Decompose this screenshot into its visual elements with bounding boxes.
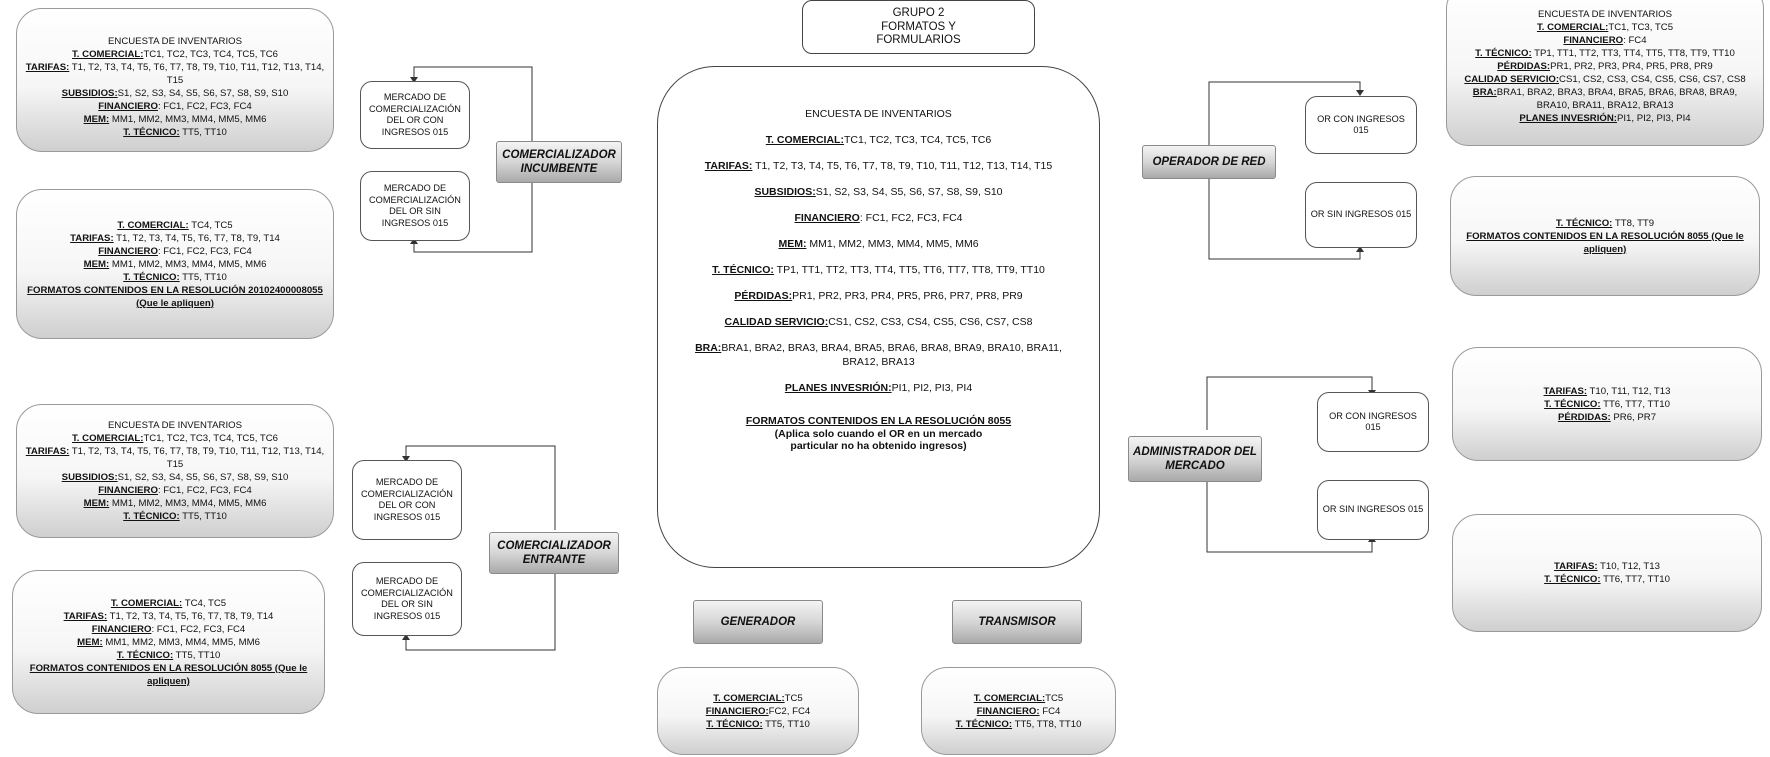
box-line-label: T. COMERCIAL: [117, 219, 189, 231]
box-line [930, 718, 1107, 731]
box-line [1455, 34, 1755, 47]
central-row-value: S1, S2, S3, S4, S5, S6, S7, S8, S9, S10 [815, 186, 1003, 198]
box-entrante-con-ingresos [16, 404, 334, 538]
box-line-value: TT5, TT10 [179, 127, 227, 138]
box-line-label: (Que le apliquen) [136, 297, 214, 309]
box-line-value: TT6, TT7, TT10 [1600, 398, 1670, 410]
central-row-value: : FC1, FC2, FC3, FC4 [859, 212, 963, 224]
box-line-value: T1, T2, T3, T4, T5, T6, T7, T8, T9, T14 [113, 232, 280, 244]
box-line [25, 113, 325, 126]
central-row [680, 381, 1077, 395]
box-line-value: MM1, MM2, MM3, MM4, MM5, MM6 [109, 114, 267, 125]
box-line-label: FORMATOS CONTENIDOS EN LA RESOLUCIÓN 20102400008055 [27, 284, 323, 296]
box-line-value: ENCUESTA DE INVENTARIOS [1538, 8, 1672, 20]
box-line [21, 649, 316, 662]
central-row-label: MEM: [778, 238, 807, 250]
agent-operador-de-red: OPERADOR DE RED [1142, 145, 1276, 179]
box-line-label: MEM: [77, 636, 103, 648]
box-line-label: TARIFAS: [25, 62, 70, 73]
box-line-label: BRA: [1472, 86, 1497, 98]
central-row [680, 159, 1077, 173]
box-line [21, 610, 316, 623]
box-line-value: MM1, MM2, MM3, MM4, MM5, MM6 [102, 636, 260, 648]
box-line-value: : FC1, FC2, FC3, FC4 [151, 623, 246, 635]
box-line-value: : FC1, FC2, FC3, FC4 [157, 245, 252, 257]
box-line-value: TT5, TT10 [179, 271, 227, 283]
central-row [680, 211, 1077, 225]
box-administrador-con-ingresos [1452, 347, 1762, 461]
box-line-value: TT5, TT8, TT10 [1012, 718, 1082, 730]
market-incumbente-sin-ingresos: MERCADO DE COMERCIALIZACIÓN DEL OR SIN INGRESOS 015 [360, 171, 470, 241]
box-line [1455, 73, 1755, 86]
box-line-label: T. TÉCNICO: [1475, 47, 1532, 59]
box-line [25, 432, 325, 445]
box-line-label: FINANCIERO [98, 245, 158, 257]
box-line [1461, 560, 1753, 573]
agent-generador: GENERADOR [693, 600, 823, 644]
central-row-label: T. TÉCNICO: [712, 264, 774, 276]
box-incumbente-sin-ingresos [16, 189, 334, 339]
agent-comercializador-entrante: COMERCIALIZADOR ENTRANTE [489, 532, 619, 574]
central-row-value: T1, T2, T3, T4, T5, T6, T7, T8, T9, T10, T11, T12, T13, T14, T15 [752, 160, 1053, 172]
box-line-value: FC2, FC4 [768, 705, 811, 717]
market-operador-sin-ingresos: OR SIN INGRESOS 015 [1305, 182, 1417, 248]
central-note-line: (Aplica solo cuando el OR en un mercado [774, 427, 983, 440]
box-line [21, 662, 316, 688]
box-line-label: T. TÉCNICO: [123, 127, 180, 138]
box-line [930, 692, 1107, 705]
box-line [25, 48, 325, 61]
group-header-line: GRUPO 2 [892, 7, 945, 19]
central-row-value: PI1, PI2, PI3, PI4 [891, 382, 973, 394]
box-line-label: FINANCIERO [98, 485, 158, 496]
box-line-value: ENCUESTA DE INVENTARIOS [108, 36, 242, 47]
central-note [680, 415, 1077, 453]
central-title: ENCUESTA DE INVENTARIOS [805, 108, 952, 120]
central-row [680, 237, 1077, 251]
market-operador-con-ingresos: OR CON INGRESOS 015 [1305, 96, 1417, 154]
box-line [666, 718, 850, 731]
box-line-label: T. COMERCIAL: [713, 692, 785, 704]
box-line-label: PÉRDIDAS: [1497, 60, 1551, 72]
box-line [25, 510, 325, 523]
market-incumbente-con-ingresos: MERCADO DE COMERCIALIZACIÓN DEL OR CON INGRESOS 015 [360, 81, 470, 149]
box-line [1455, 47, 1755, 60]
box-line-value: PR6, PR7 [1610, 411, 1657, 423]
box-line-label: T. TÉCNICO: [706, 718, 763, 730]
box-line-label: SUBSIDIOS: [61, 472, 118, 483]
box-line [1461, 398, 1753, 411]
box-line-value: : FC1, FC2, FC3, FC4 [157, 485, 252, 496]
central-row [680, 289, 1077, 303]
box-line-label: PÉRDIDAS: [1557, 411, 1611, 423]
box-line [1459, 230, 1751, 256]
box-line [1455, 86, 1755, 112]
central-row-value: TP1, TT1, TT2, TT3, TT4, TT5, TT6, TT7, TT8, TT9, TT10 [773, 264, 1045, 276]
central-row-label: SUBSIDIOS: [754, 186, 816, 198]
box-line [25, 219, 325, 232]
box-line-value: ENCUESTA DE INVENTARIOS [108, 420, 242, 431]
central-row-value: MM1, MM2, MM3, MM4, MM5, MM6 [806, 238, 979, 250]
box-line-label: TARIFAS: [25, 446, 70, 457]
box-line [25, 471, 325, 484]
box-line-value: MM1, MM2, MM3, MM4, MM5, MM6 [109, 498, 267, 509]
box-administrador-sin-ingresos [1452, 514, 1762, 632]
box-line-value: FC4 [1039, 705, 1061, 717]
box-generador [657, 667, 859, 755]
box-line-value: T1, T2, T3, T4, T5, T6, T7, T8, T9, T10, T11, T12, T13, T14, T15 [69, 446, 325, 470]
box-line-label: MEM: [83, 498, 110, 509]
central-row-value: CS1, CS2, CS3, CS4, CS5, CS6, CS7, CS8 [828, 316, 1033, 328]
agent-transmisor: TRANSMISOR [952, 600, 1082, 644]
box-line-value: CS1, CS2, CS3, CS4, CS5, CS6, CS7, CS8 [1559, 73, 1746, 85]
box-incumbente-con-ingresos [16, 8, 334, 152]
box-line-label: FINANCIERO: [976, 705, 1040, 717]
box-line-label: FORMATOS CONTENIDOS EN LA RESOLUCIÓN 8055 (Que le apliquen) [1466, 230, 1744, 255]
box-line-label: T. TÉCNICO: [116, 649, 174, 661]
box-line-label: T. COMERCIAL: [1536, 21, 1609, 33]
central-note-title: FORMATOS CONTENIDOS EN LA RESOLUCIÓN 8055 [745, 415, 1012, 427]
box-line-value: TT5, TT10 [173, 649, 221, 661]
box-line-label: TARIFAS: [63, 610, 108, 622]
central-row [680, 133, 1077, 147]
box-line-value: T1, T2, T3, T4, T5, T6, T7, T8, T9, T10, T11, T12, T13, T14, T15 [69, 62, 325, 86]
central-row-value: TC1, TC2, TC3, TC4, TC5, TC6 [843, 134, 992, 146]
box-line [1459, 217, 1751, 230]
box-line [21, 636, 316, 649]
central-row-label: T. COMERCIAL: [765, 134, 844, 146]
box-line-label: TARIFAS: [1543, 385, 1588, 397]
box-line-label: T. TÉCNICO: [123, 271, 180, 283]
box-line-value: TC5 [1045, 692, 1064, 704]
box-line-label: T. COMERCIAL: [973, 692, 1046, 704]
box-line [25, 258, 325, 271]
box-line-value: TC1, TC2, TC3, TC4, TC5, TC6 [143, 49, 278, 60]
box-line-value: TC5 [784, 692, 803, 704]
central-row-label: FINANCIERO [794, 212, 860, 224]
box-line [25, 87, 325, 100]
box-line [25, 484, 325, 497]
box-line-value: T10, T11, T12, T13 [1587, 385, 1671, 397]
box-line [25, 284, 325, 297]
box-line-label: FINANCIERO: [705, 705, 769, 717]
box-line [21, 623, 316, 636]
market-entrante-sin-ingresos: MERCADO DE COMERCIALIZACIÓN DEL OR SIN INGRESOS 015 [352, 562, 462, 636]
box-line-label: T. TÉCNICO: [955, 718, 1013, 730]
group-header-line: FORMATOS Y [881, 20, 956, 33]
box-line-value: : FC1, FC2, FC3, FC4 [157, 101, 252, 112]
box-line-label: SUBSIDIOS: [61, 88, 118, 99]
box-line [930, 705, 1107, 718]
central-row-label: PÉRDIDAS: [734, 290, 793, 302]
box-line-value: PI1, PI2, PI3, PI4 [1616, 112, 1691, 124]
box-line-label: TARIFAS: [70, 232, 114, 244]
central-row [680, 315, 1077, 329]
box-line-label: FINANCIERO [1563, 34, 1624, 46]
central-inventory-box [657, 66, 1100, 568]
box-entrante-sin-ingresos [12, 570, 325, 714]
box-line-label: T. TÉCNICO: [123, 511, 180, 522]
market-administrador-sin-ingresos: OR SIN INGRESOS 015 [1317, 480, 1429, 540]
box-line [25, 297, 325, 310]
box-line [25, 35, 325, 48]
box-line [25, 271, 325, 284]
box-line-label: PLANES INVESRIÓN: [1519, 112, 1617, 124]
box-line [25, 61, 325, 87]
market-entrante-con-ingresos: MERCADO DE COMERCIALIZACIÓN DEL OR CON INGRESOS 015 [352, 460, 462, 540]
central-note-line: particular no ha obtenido ingresos) [790, 440, 967, 452]
box-line [1461, 385, 1753, 398]
box-line [25, 232, 325, 245]
central-row-label: BRA: [695, 342, 722, 354]
box-line-label: T. COMERCIAL: [72, 433, 144, 444]
box-line-value: TC1, TC2, TC3, TC4, TC5, TC6 [143, 433, 278, 444]
box-line-value: TT5, TT10 [179, 511, 227, 522]
central-row-label: PLANES INVESRIÓN: [784, 382, 892, 394]
agent-comercializador-incumbente: COMERCIALIZADOR INCUMBENTE [496, 141, 622, 183]
box-line-value: BRA1, BRA2, BRA3, BRA4, BRA5, BRA6, BRA8, BRA9, BRA10, BRA11, BRA12, BRA13 [1496, 86, 1738, 111]
agent-administrador-del-mercado: ADMINISTRADOR DEL MERCADO [1128, 436, 1262, 482]
box-line [666, 705, 850, 718]
box-line [1455, 60, 1755, 73]
central-row-value: BRA1, BRA2, BRA3, BRA4, BRA5, BRA6, BRA8, BRA9, BRA10, BRA11, BRA12, BRA13 [721, 342, 1062, 368]
box-line-label: MEM: [83, 114, 110, 125]
box-line-value: TC1, TC3, TC5 [1608, 21, 1674, 33]
box-transmisor [921, 667, 1116, 755]
box-line [25, 445, 325, 471]
box-line-label: T. COMERCIAL: [110, 597, 183, 609]
box-line-value: : FC4 [1623, 34, 1647, 46]
box-line-value: PR1, PR2, PR3, PR4, PR5, PR8, PR9 [1550, 60, 1713, 72]
box-operador-sin-ingresos [1450, 176, 1760, 296]
box-line-label: T. TÉCNICO: [1544, 574, 1601, 585]
box-line-value: TT6, TT7, TT10 [1600, 574, 1670, 585]
box-line-label: TARIFAS: [1554, 561, 1598, 572]
box-line-value: S1, S2, S3, S4, S5, S6, S7, S8, S9, S10 [117, 472, 289, 483]
box-line-value: MM1, MM2, MM3, MM4, MM5, MM6 [109, 258, 267, 270]
box-line-label: FORMATOS CONTENIDOS EN LA RESOLUCIÓN 8055 (Que le apliquen) [29, 662, 308, 687]
box-line [25, 497, 325, 510]
box-line-value: TT8, TT9 [1612, 217, 1655, 229]
box-line [21, 597, 316, 610]
central-row-value: PR1, PR2, PR3, PR4, PR5, PR6, PR7, PR8, PR9 [792, 290, 1023, 302]
box-line-label: FINANCIERO [98, 101, 158, 112]
box-line [25, 100, 325, 113]
box-line-label: T. TÉCNICO: [1544, 398, 1601, 410]
central-row-label: CALIDAD SERVICIO: [724, 316, 829, 328]
box-line [25, 245, 325, 258]
box-line-value: TC4, TC5 [188, 219, 233, 231]
box-line-label: MEM: [83, 258, 110, 270]
box-line [1455, 21, 1755, 34]
group-header [802, 0, 1035, 54]
central-row [680, 263, 1077, 277]
box-line [1455, 112, 1755, 125]
box-line [1461, 573, 1753, 586]
group-header-line: FORMULARIOS [876, 34, 961, 46]
box-line [1461, 411, 1753, 424]
market-administrador-con-ingresos: OR CON INGRESOS 015 [1317, 392, 1429, 452]
box-line-value: TT5, TT10 [762, 718, 810, 730]
box-line [25, 419, 325, 432]
box-line-label: CALIDAD SERVICIO: [1464, 73, 1560, 85]
box-line-label: T. TÉCNICO: [1555, 217, 1613, 229]
box-line [25, 126, 325, 139]
box-line-value: TC4, TC5 [182, 597, 227, 609]
box-line-label: FINANCIERO [91, 623, 152, 635]
central-row [680, 341, 1077, 369]
central-row [680, 185, 1077, 199]
box-line [666, 692, 850, 705]
box-line-value: T1, T2, T3, T4, T5, T6, T7, T8, T9, T14 [107, 610, 274, 622]
box-line-value: TP1, TT1, TT2, TT3, TT4, TT5, TT8, TT9, TT10 [1531, 47, 1735, 59]
box-line [1455, 8, 1755, 21]
box-line-value: S1, S2, S3, S4, S5, S6, S7, S8, S9, S10 [117, 88, 289, 99]
box-line-label: T. COMERCIAL: [72, 49, 144, 60]
box-line-value: T10, T12, T13 [1597, 561, 1660, 572]
central-row-label: TARIFAS: [704, 160, 753, 172]
box-operador-con-ingresos [1446, 0, 1764, 146]
